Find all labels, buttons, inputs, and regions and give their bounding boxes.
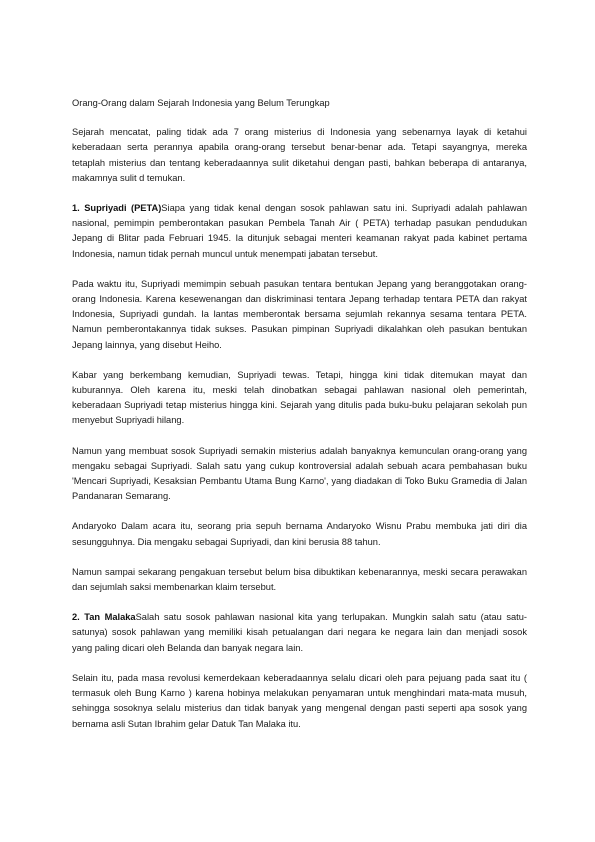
paragraph: Andaryoko Dalam acara itu, seorang pria sepuh bernama Andaryoko Wisnu Prabu membuka jati diri dia sesungguhnya. Dia mengaku sebagai Supriyadi, dan kini berusia 88 tahun. — [72, 521, 527, 547]
document-page — [72, 96, 527, 732]
intro-paragraph: Sejarah mencatat, paling tidak ada 7 orang misterius di Indonesia yang sebenarnya layak di ketahui keberadaan serta perannya apabila orang-orang tersebut benar-benar ada. Tetapi sayangnya, mereka tetaplah misterius dan tentang keberadaannya sulit diketahui dengan pasti, bahkan beberapa di antaranya, makamnya sulit d temukan. — [72, 127, 527, 183]
section-lead-text: Salah satu sosok pahlawan nasional kita yang terlupakan. Mungkin salah satu (atau satu-satunya) sosok pahlawan yang memiliki kisah petualangan dari negara ke negara lain dan menjadi sosok yang paling dicari oleh Belanda dan banyak negara lain. — [72, 612, 527, 653]
document-title: Orang-Orang dalam Sejarah Indonesia yang Belum Terungkap — [72, 98, 330, 108]
paragraph: Selain itu, pada masa revolusi kemerdekaan keberadaannya selalu dicari oleh para pejuang pada saat itu ( termasuk oleh Bung Karno ) karena hobinya melakukan penyamaran untuk menghindari mata-mata musuh, sehingga sosoknya selalu misterius dan tidak banyak yang mengenal dengan pasti seperti apa sosok yang bernama asli Sutan Ibrahim gelar Datuk Tan Malaka itu. — [72, 672, 527, 729]
paragraph: Pada waktu itu, Supriyadi memimpin sebuah pasukan tentara bentukan Jepang yang beranggotakan orang-orang Indonesia. Karena kesewenangan dan diskriminasi tentara Jepang terhadap tentara PETA dan rakyat Indonesia, Supriyadi gundah. Ia lantas memberontak bersama sejumlah rekannya sesama tentara PETA. Namun pemberontakannya tidak sukses. Pasukan pimpinan Supriyadi dikalahkan oleh pasukan bentukan Jepang lainnya, yang disebut Heiho. — [72, 278, 527, 350]
paragraph: Namun sampai sekarang pengakuan tersebut belum bisa dibuktikan kebenarannya, meski secara perawakan dan sejumlah saksi membenarkan klaim tersebut. — [72, 566, 527, 593]
paragraph: Namun yang membuat sosok Supriyadi semakin misterius adalah banyaknya kemunculan orang-orang yang mengaku sebagai Supriyadi. Salah satu yang cukup kontroversial adalah sebuah acara pembahasan buku 'Mencari Supriyadi, Kesaksian Pembantu Utama Bung Karno', yang diadakan di Toko Buku Gramedia di Jalan Pandanaran Semarang. — [72, 445, 527, 502]
section-tan-malaka-lead — [72, 610, 527, 656]
paragraph: Kabar yang berkembang kemudian, Supriyadi tewas. Tetapi, hingga kini tidak ditemukan mayat dan kuburannya. Oleh karena itu, meski telah dinobatkan sebagai pahlawan nasional oleh pemerintah, keberadaan Supriyadi tetap misterius hingga kini. Sejarah yang ditulis pada buku-buku pelajaran sekolah pun menyebut Supriyadi hilang. — [72, 369, 527, 426]
section-lead-text: Siapa yang tidak kenal dengan sosok pahlawan satu ini. Supriyadi adalah pahlawan nasional, pemimpin pemberontakan pasukan Pembela Tanah Air ( PETA) terhadap pasukan pendudukan Jepang di Blitar pada Februari 1945. Ia ditunjuk sebagai menteri keamanan rakyat pada kabinet pertama Indonesia, namun tidak pernah muncul untuk menempati jabatan tersebut. — [72, 203, 527, 259]
section-heading-supriyadi: 1. Supriyadi (PETA) — [72, 203, 162, 214]
section-heading-tan-malaka: 2. Tan Malaka — [72, 612, 136, 623]
section-supriyadi-lead — [72, 201, 527, 262]
